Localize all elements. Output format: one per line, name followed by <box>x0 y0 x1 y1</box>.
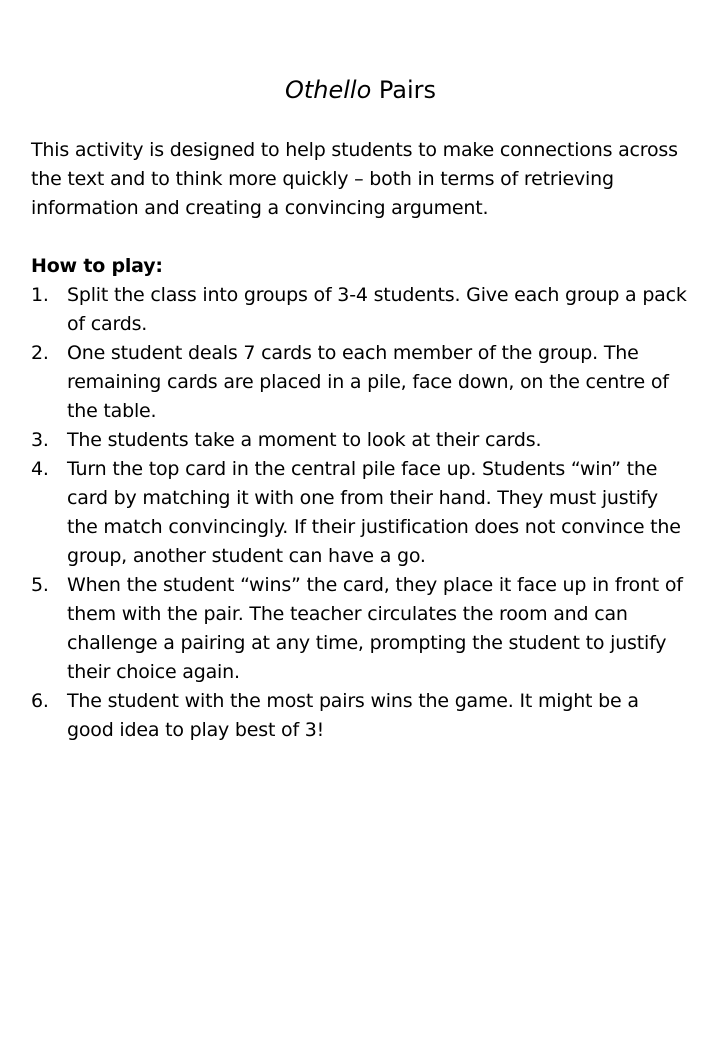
step-number: 6. <box>31 690 49 712</box>
list-item <box>31 571 690 687</box>
step-text: One student deals 7 cards to each member of the group. The remaining cards are placed in a pile, face down, on the centre of the table. <box>67 342 669 422</box>
list-item <box>31 339 690 426</box>
how-to-play-heading: How to play: <box>31 255 163 277</box>
intro-paragraph: This activity is designed to help students to make connections across the text and to think more quickly – both in terms of retrieving information and creating a convincing argument. <box>31 139 678 219</box>
step-text: The students take a moment to look at their cards. <box>67 429 542 451</box>
step-text: The student with the most pairs wins the game. It might be a good idea to play best of 3! <box>67 690 639 741</box>
page-title <box>31 74 690 106</box>
step-number: 3. <box>31 429 49 451</box>
step-text: Split the class into groups of 3-4 students. Give each group a pack of cards. <box>67 284 687 335</box>
steps-list <box>31 281 690 745</box>
list-item <box>31 455 690 571</box>
list-item <box>31 687 690 745</box>
step-text: Turn the top card in the central pile face up. Students “win” the card by matching it with one from their hand. They must justify the match convincingly. If their justification does not convince the group, another student can have a go. <box>67 458 681 567</box>
step-number: 4. <box>31 458 49 480</box>
list-item <box>31 281 690 339</box>
list-item <box>31 426 690 455</box>
step-text: When the student “wins” the card, they place it face up in front of them with the pair. The teacher circulates the room and can challenge a pairing at any time, prompting the student to justify their choice again. <box>67 574 683 683</box>
step-number: 2. <box>31 342 49 364</box>
step-number: 1. <box>31 284 49 306</box>
title-italic-part: Othello <box>284 76 372 104</box>
title-rest-part: Pairs <box>371 76 437 104</box>
step-number: 5. <box>31 574 49 596</box>
